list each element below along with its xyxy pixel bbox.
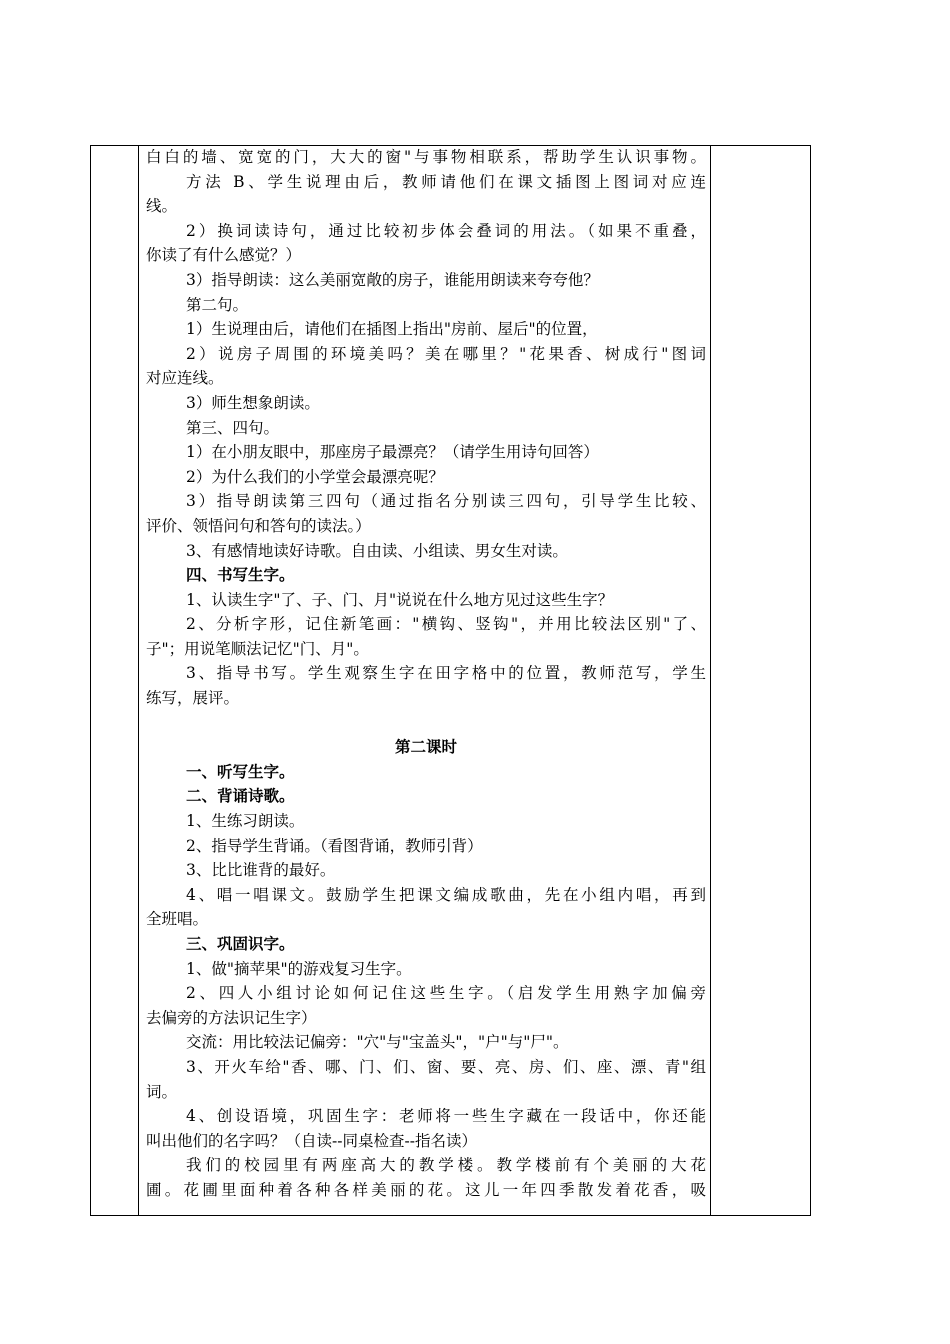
text-line: 去偏旁的方法识记生字） [146, 1008, 317, 1027]
text-line: 3、开火车给"香、哪、门、们、窗、要、亮、房、们、座、漂、青"组 [186, 1057, 706, 1076]
text-line: 4、创设语境，巩固生字：老师将一些生字藏在一段话中，你还能 [186, 1107, 706, 1126]
text-line: 2、指导学生背诵。（看图背诵，教师引背） [186, 836, 483, 855]
table-column-divider-left [138, 146, 139, 1215]
text-line: 全班唱。 [146, 910, 209, 929]
text-line: 3）指导朗读：这么美丽宽敞的房子，谁能用朗读来夸夸他？ [186, 270, 599, 289]
table-column-divider-right [710, 146, 711, 1215]
section-heading: 四、书写生字。 [186, 565, 295, 585]
lesson-title: 第二课时 [394, 737, 457, 757]
section-heading: 第三、四句。 [186, 418, 280, 437]
text-line: 词。 [146, 1082, 178, 1101]
text-line: 1、生练习朗读。 [186, 812, 305, 831]
text-line: 2）换词读诗句，通过比较初步体会叠词的用法。（如果不重叠， [186, 221, 706, 240]
text-line: 1）生说理由后，请他们在插图上指出"房前、屋后"的位置， [186, 320, 598, 339]
text-line: 1）在小朋友眼中，那座房子最漂亮？（请学生用诗句回答） [186, 443, 599, 462]
section-heading: 二、背诵诗歌。 [186, 786, 295, 806]
text-line: 叫出他们的名字吗？（自读--同桌检查--指名读） [146, 1131, 477, 1150]
spacer [146, 711, 706, 736]
text-line: 2、分析字形，记住新笔画："横钩、竖钩"，并用比较法区别"了、 [186, 615, 706, 634]
text-line: 线。 [146, 197, 178, 216]
text-line: 练写，展评。 [146, 689, 240, 708]
text-line: 3、有感情地读好诗歌。自由读、小组读、男女生对读。 [186, 541, 568, 560]
text-line: 4、唱一唱课文。鼓励学生把课文编成歌曲，先在小组内唱，再到 [186, 885, 706, 904]
text-line: 圃。花圃里面种着各种各样美丽的花。这儿一年四季散发着花香，吸 [146, 1180, 706, 1199]
text-line: 评价、领悟问句和答句的读法。） [146, 516, 371, 535]
text-line: 你读了有什么感觉？） [146, 246, 302, 265]
text-line: 方法 B、学生说理由后，教师请他们在课文插图上图词对应连 [186, 172, 706, 191]
text-line: 2）为什么我们的小学堂会最漂亮呢？ [186, 467, 444, 486]
text-line: 白白的墙、宽宽的门，大大的窗"与事物相联系，帮助学生认识事物。 [146, 148, 706, 166]
text-line: 对应连线。 [146, 369, 224, 388]
section-heading: 第二句。 [186, 295, 249, 314]
text-line: 1、认读生字"了、子、门、月"说说在什么地方见过这些生字？ [186, 590, 614, 609]
section-heading: 一、听写生字。 [186, 761, 295, 781]
text-line: 2）说房子周围的环境美吗？美在哪里？"花果香、树成行"图词 [186, 344, 706, 363]
text-line: 我们的校园里有两座高大的教学楼。教学楼前有个美丽的大花 [186, 1156, 706, 1175]
section-heading: 三、巩固识字。 [186, 934, 295, 953]
text-line: 3、比比谁背的最好。 [186, 861, 336, 880]
text-line: 2、四人小组讨论如何记住这些生字。（启发学生用熟字加偏旁 [186, 984, 706, 1003]
text-line: 子"；用说笔顺法记忆"门、月"。 [146, 639, 369, 658]
text-line: 3）指导朗读第三四句（通过指名分别读三四句，引导学生比较、 [186, 492, 706, 511]
text-line: 3）师生想象朗读。 [186, 393, 320, 412]
text-line: 交流：用比较法记偏旁："穴"与"宝盖头"，"户"与"尸"。 [186, 1033, 569, 1052]
text-line: 1、做"摘苹果"的游戏复习生字。 [186, 959, 412, 978]
text-line: 3、指导书写。学生观察生字在田字格中的位置，教师范写，学生 [186, 664, 706, 683]
lesson-content-cell [146, 145, 706, 1215]
